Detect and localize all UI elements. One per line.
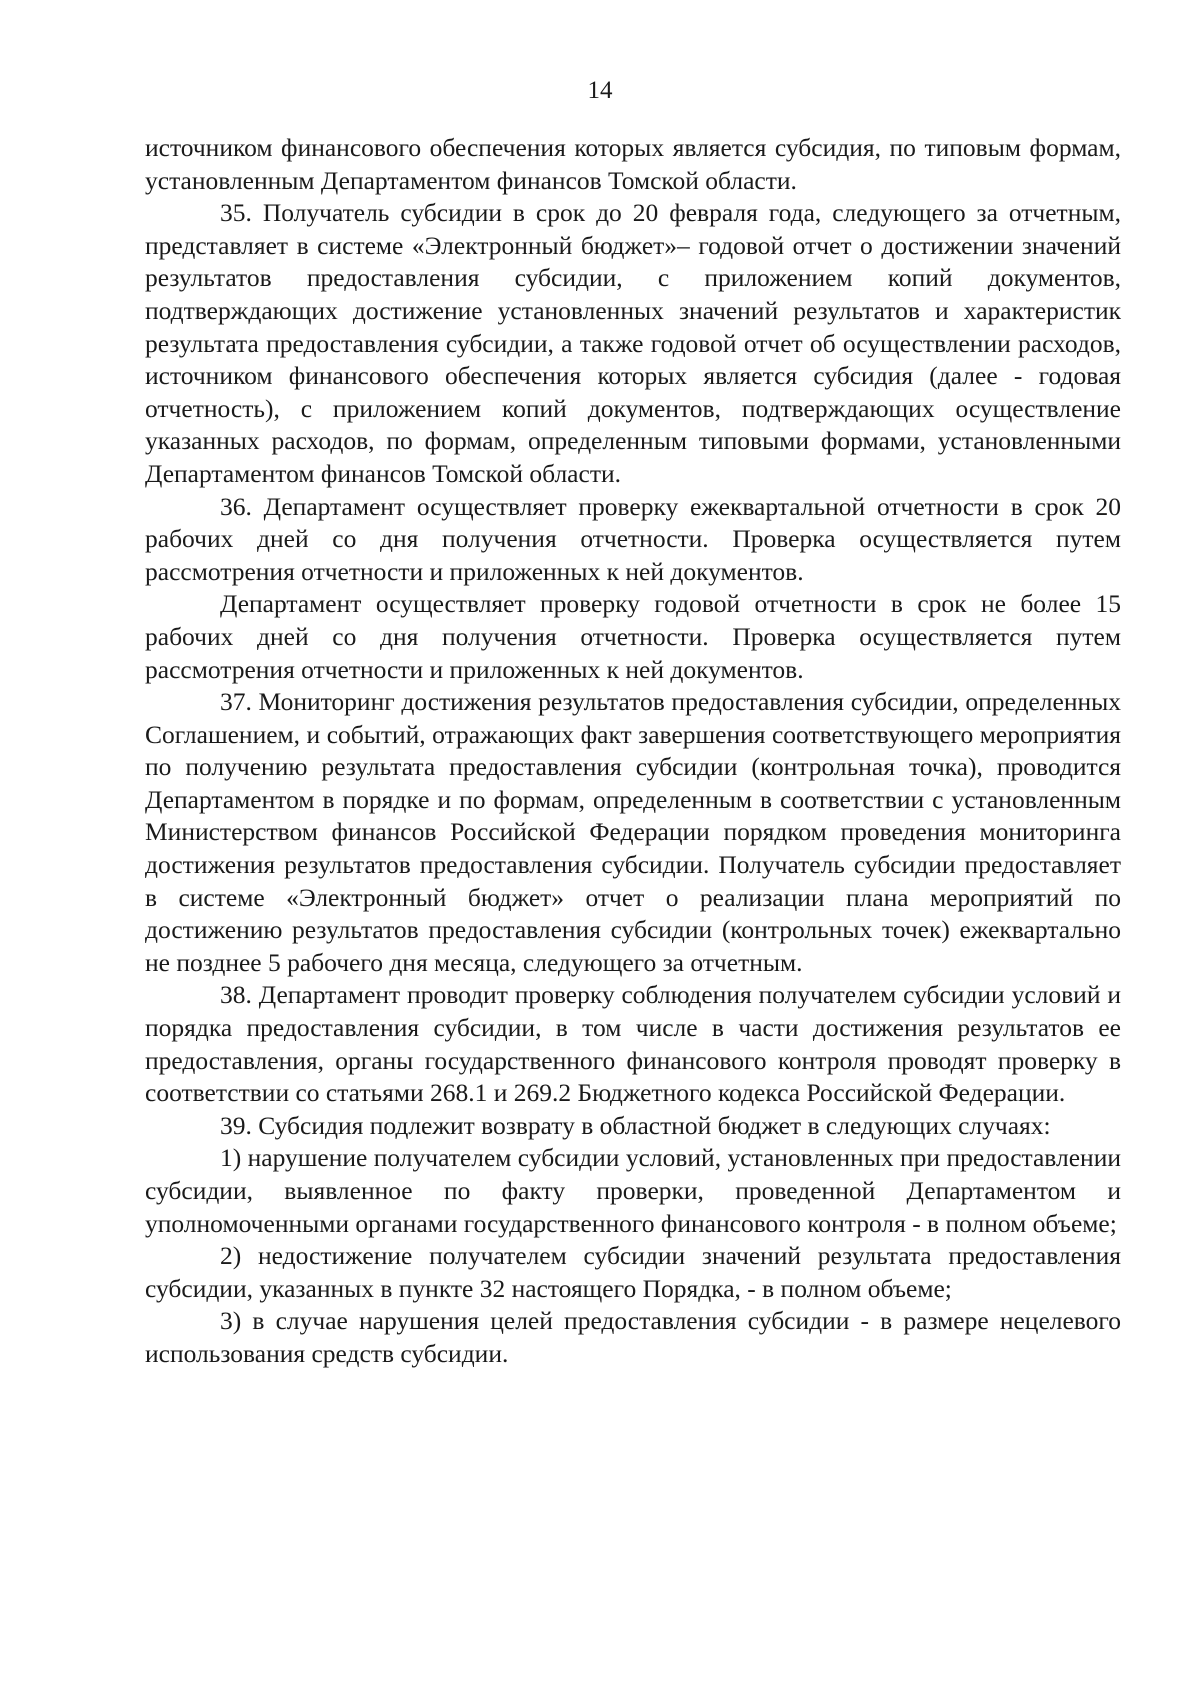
paragraph-38: 38. Департамент проводит проверку соблюдения получателем субсидии условий и порядка предоставления субсидии, в том числе в части достижения результатов ее предоставления, органы государственного финансового контроля проводят проверку в соответствии со статьями 268.1 и 269.2 Бюджетного кодекса Российской Федерации. bbox=[145, 980, 1121, 1108]
paragraph-39-item-1: 1) нарушение получателем субсидии условий, установленных при предоставлении субсидии, выявленное по факту проверки, проведенной Департаментом и уполномоченными органами государственного финансового контроля - в полном объеме; bbox=[145, 1143, 1121, 1238]
paragraph-36-annual: Департамент осуществляет проверку годовой отчетности в срок не более 15 рабочих дней со дня получения отчетности. Проверка осуществляется путем рассмотрения отчетности и приложенных к ней документов. bbox=[145, 589, 1121, 684]
paragraph-39-item-3: 3) в случае нарушения целей предоставления субсидии - в размере нецелевого использования средств субсидии. bbox=[145, 1306, 1121, 1368]
paragraph-39-item-2: 2) недостижение получателем субсидии значений результата предоставления субсидии, указанных в пункте 32 настоящего Порядка, - в полном объеме; bbox=[145, 1241, 1121, 1303]
paragraph-39: 39. Субсидия подлежит возврату в областной бюджет в следующих случаях: bbox=[220, 1110, 1051, 1140]
paragraph-36: 36. Департамент осуществляет проверку ежеквартальной отчетности в срок 20 рабочих дней со дня получения отчетности. Проверка осуществляется путем рассмотрения отчетности и приложенных к ней документов. bbox=[145, 491, 1121, 586]
paragraph-37: 37. Мониторинг достижения результатов предоставления субсидии, определенных Соглашением, и событий, отражающих факт завершения соответствующего мероприятия по получению результата предоставления субсидии (контрольная точка), проводится Департаментом в порядке и по формам, определенным в соответствии с установленным Министерством финансов Российской Федерации порядком проведения мониторинга достижения результатов предоставления субсидии. Получатель субсидии предоставляет в системе «Электронный бюджет» отчет о реализации плана мероприятий по достижению результатов предоставления субсидии (контрольных точек) ежеквартально не позднее 5 рабочего дня месяца, следующего за отчетным. bbox=[145, 687, 1121, 977]
page-number: 14 bbox=[587, 77, 613, 104]
paragraph-35: 35. Получатель субсидии в срок до 20 февраля года, следующего за отчетным, представляет в системе «Электронный бюджет»– годовой отчет о достижении значений результатов предоставления субсидии, с приложением копий документов, подтверждающих достижение установленных значений результатов и характеристик результата предоставления субсидии, а также годовой отчет об осуществлении расходов, источником финансового обеспечения которых является субсидия (далее - годовая отчетность), с приложением копий документов, подтверждающих осуществление указанных расходов, по формам, определенным типовыми формами, установленными Департаментом финансов Томской области. bbox=[145, 198, 1121, 488]
document-body bbox=[145, 132, 1121, 1371]
paragraph-continuation: источником финансового обеспечения которых является субсидия, по типовым формам, установленным Департаментом финансов Томской области. bbox=[145, 133, 1121, 195]
